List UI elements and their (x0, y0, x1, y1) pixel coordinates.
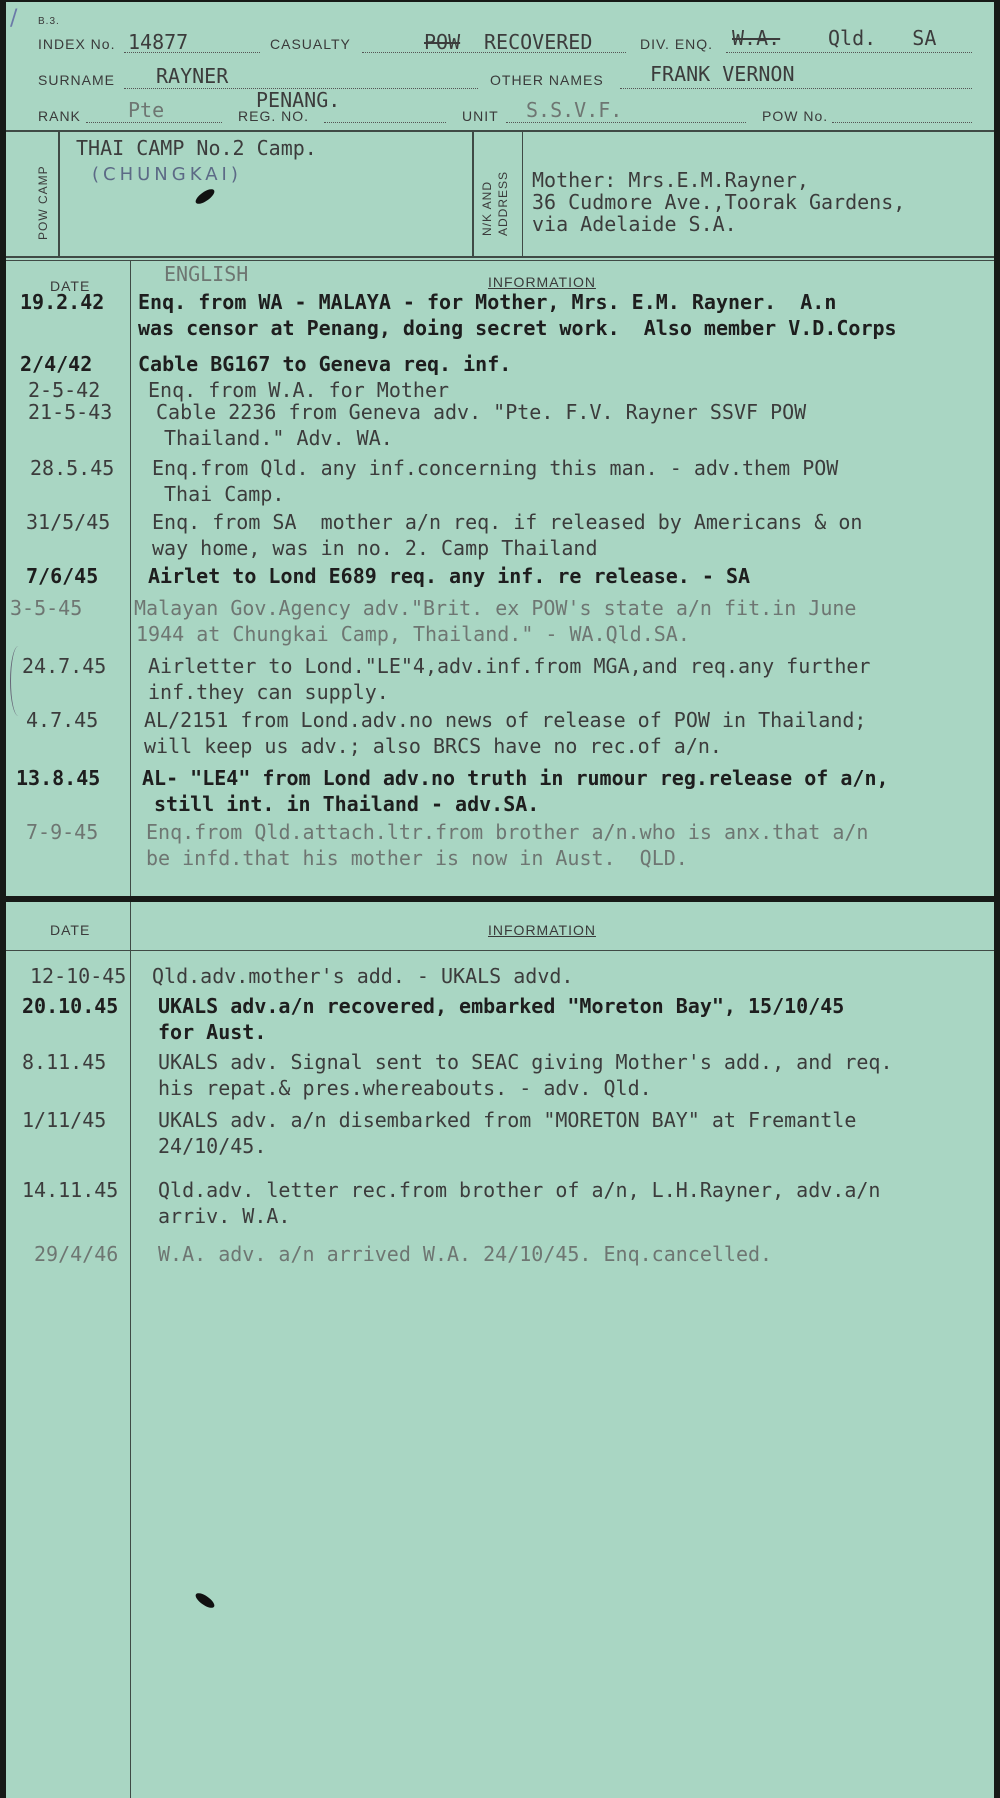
entry-text-line: UKALS adv. a/n disembarked from "MORETON BAY" at Fremantle (158, 1108, 857, 1132)
pow-camp-value: THAI CAMP No.2 Camp. (76, 136, 317, 160)
ink-blot (193, 1591, 216, 1611)
nk-label-line1: N/K AND (480, 180, 494, 236)
unit-label: UNIT (462, 108, 499, 124)
entry-text-line: will keep us adv.; also BRCS have no rec.of a/n. (144, 734, 722, 758)
surname-value: RAYNER (156, 64, 229, 88)
div-enq-dotline (726, 52, 972, 53)
entry-date: 8.11.45 (22, 1050, 107, 1074)
reg-no-label: REG. NO. (238, 108, 310, 124)
nk-address-line3: via Adelaide S.A. (532, 212, 737, 236)
reg-no-dotline (324, 122, 446, 123)
unit-value: S.S.V.F. (526, 98, 623, 122)
entry-text-line: 24/10/45. (158, 1134, 267, 1158)
surname-label: SURNAME (38, 72, 116, 88)
rank-dotline (86, 122, 222, 123)
entry-text-line: Enq.from Qld.attach.ltr.from brother a/n.who is anx.that a/n (146, 820, 869, 844)
index-value: 14877 (128, 30, 189, 54)
pow-no-dotline (832, 122, 972, 123)
reg-no-value: PENANG. (256, 88, 341, 112)
entry-text-line: inf.they can supply. (148, 680, 389, 704)
entry-text-line: Malayan Gov.Agency adv."Brit. ex POW's state a/n fit.in June (134, 596, 857, 620)
entry-text-line: arriv. W.A. (158, 1204, 291, 1228)
header-rule-bottom-a (6, 256, 994, 258)
entry-text-line: UKALS adv. Signal sent to SEAC giving Mother's add., and req. (158, 1050, 893, 1074)
nk-address-line2: 36 Cudmore Ave.,Toorak Gardens, (532, 190, 906, 214)
index-card-front (6, 2, 994, 896)
entry-text-line: Cable 2236 from Geneva adv. "Pte. F.V. Rayner SSVF POW (156, 400, 807, 424)
entry-date: 20.10.45 (22, 994, 119, 1018)
entry-date: 13.8.45 (16, 766, 101, 790)
div-enq-struck-value: W.A. (732, 26, 781, 50)
other-names-dotline (620, 88, 972, 89)
casualty-label: CASUALTY (270, 36, 351, 52)
header-rule-bottom-b (6, 260, 994, 261)
entry-date: 2-5-42 (28, 378, 101, 402)
date-header: DATE (50, 278, 91, 294)
pow-camp-divider (58, 130, 60, 256)
entry-text-line: still int. in Thailand - adv.SA. (154, 792, 540, 816)
entry-text-line: for Aust. (158, 1020, 267, 1044)
information-header: INFORMATION (488, 274, 596, 290)
entry-date: 31/5/45 (26, 510, 111, 534)
entry-text-line: Enq. from W.A. for Mother (148, 378, 450, 402)
nk-left-divider (472, 130, 474, 256)
index-label: INDEX No. (38, 36, 116, 52)
div-enq-label: DIV. ENQ. (640, 36, 714, 52)
entry-text-line: Thailand." Adv. WA. (164, 426, 393, 450)
entry-date: 2/4/42 (20, 352, 93, 376)
entry-text-line: 1944 at Chungkai Camp, Thailand." - WA.Qld.SA. (136, 622, 690, 646)
index-dotline (124, 52, 260, 53)
header-rule (6, 950, 994, 951)
entry-date: 19.2.42 (20, 290, 105, 314)
date-header: DATE (50, 922, 91, 938)
nk-right-divider (522, 130, 523, 256)
entry-date: 28.5.45 (30, 456, 115, 480)
index-card-back (6, 902, 994, 1798)
entry-date: 7-9-45 (26, 820, 99, 844)
entry-text-line: Enq. from WA - MALAYA - for Mother, Mrs. E.M. Rayner. A.n (138, 290, 837, 314)
form-code: B.3. (38, 16, 60, 27)
entry-text-line: Airletter to Lond."LE"4,adv.inf.from MGA,and req.any further (148, 654, 871, 678)
casualty-struck-value: POW (424, 30, 461, 54)
pow-no-label: POW No. (762, 108, 829, 124)
other-names-value: FRANK VERNON (650, 62, 795, 86)
rank-value: Pte (128, 98, 165, 122)
entry-date: 14.11.45 (22, 1178, 119, 1202)
pow-camp-pencil-note: (CHUNGKAI) (92, 164, 242, 185)
div-enq-value: Qld. SA (828, 26, 937, 50)
entry-text-line: his repat.& pres.whereabouts. - adv. Qld. (158, 1076, 652, 1100)
entry-text-line: way home, was in no. 2. Camp Thailand (152, 536, 598, 560)
entry-date: 7/6/45 (26, 564, 99, 588)
entry-text-line: be infd.that his mother is now in Aust. QLD. (146, 846, 688, 870)
entry-text-line: AL- "LE4" from Lond adv.no truth in rumour reg.release of a/n, (142, 766, 889, 790)
entry-text-line: UKALS adv.a/n recovered, embarked "Moreton Bay", 15/10/45 (158, 994, 845, 1018)
other-names-label: OTHER NAMES (490, 72, 604, 88)
rank-label: RANK (38, 108, 81, 124)
entry-text-line: AL/2151 from Lond.adv.no news of release of POW in Thailand; (144, 708, 867, 732)
date-column-divider (130, 902, 131, 1798)
entry-date: 12-10-45 (30, 964, 127, 988)
entry-text-line: Enq.from Qld. any inf.concerning this man. - adv.them POW (152, 456, 839, 480)
entry-text-line: Airlet to Lond E689 req. any inf. re release. - SA (148, 564, 751, 588)
entry-text-line: was censor at Penang, doing secret work. Also member V.D.Corps (138, 316, 897, 340)
unit-dotline (506, 122, 746, 123)
entry-text-line: Cable BG167 to Geneva req. inf. (138, 352, 512, 376)
casualty-dotline (362, 52, 626, 53)
pow-camp-label: POW CAMP (36, 165, 50, 240)
entry-text-line: Thai Camp. (164, 482, 285, 506)
entry-text-line: Enq. from SA mother a/n req. if released by Americans & on (152, 510, 863, 534)
entry-text-line: W.A. adv. a/n arrived W.A. 24/10/45. Enq.cancelled. (158, 1242, 773, 1266)
information-header: INFORMATION (488, 922, 596, 938)
entry-date: 29/4/46 (34, 1242, 119, 1266)
entry-text-line: Qld.adv.mother's add. - UKALS advd. (152, 964, 574, 988)
pencil-mark: / (10, 6, 18, 31)
entry-date: 21-5-43 (28, 400, 113, 424)
english-note: ENGLISH (164, 262, 249, 286)
ink-blot (193, 187, 216, 207)
entry-date: 4.7.45 (26, 708, 99, 732)
entry-date: 3-5-45 (10, 596, 83, 620)
casualty-value: RECOVERED (484, 30, 593, 54)
nk-address-line1: Mother: Mrs.E.M.Rayner, (532, 168, 809, 192)
nk-label-line2: ADDRESS (496, 170, 510, 236)
date-column-divider (130, 260, 131, 896)
entry-date: 24.7.45 (22, 654, 107, 678)
header-rule-top (6, 130, 994, 132)
entry-text-line: Qld.adv. letter rec.from brother of a/n, L.H.Rayner, adv.a/n (158, 1178, 881, 1202)
entry-date: 1/11/45 (22, 1108, 107, 1132)
